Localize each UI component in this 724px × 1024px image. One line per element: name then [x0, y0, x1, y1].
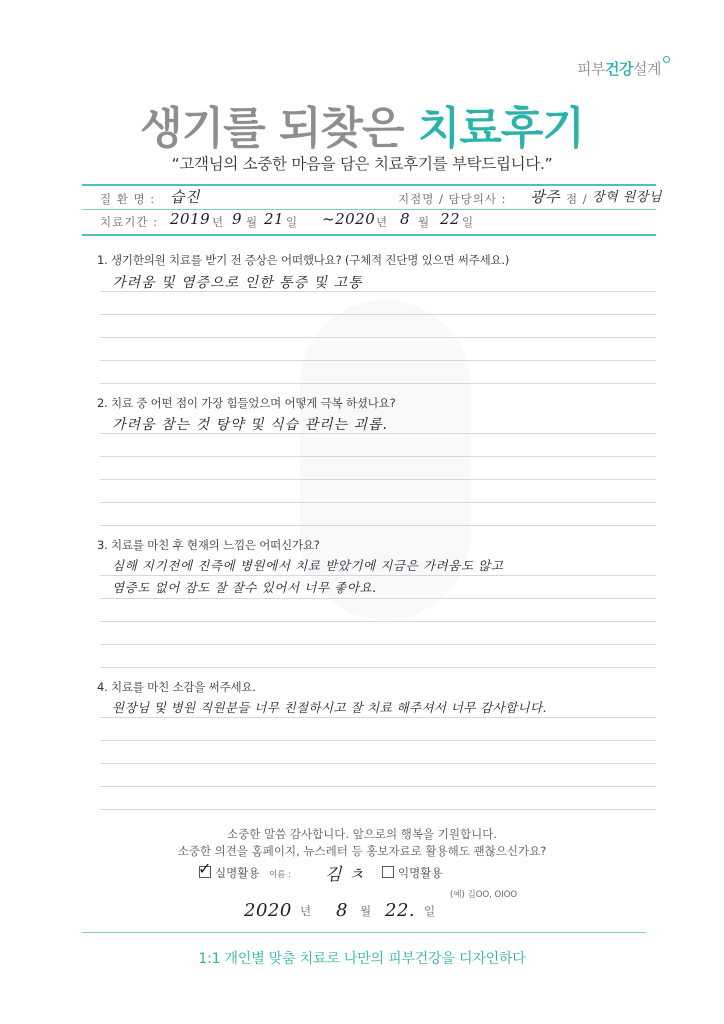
- anonymous-option[interactable]: 익명활용: [382, 865, 442, 881]
- day-unit: 일: [286, 215, 299, 229]
- sign-date-day: 22.: [385, 900, 416, 921]
- question-1: 1. 생기한의원 치료를 받기 전 증상은 어떠했나요? (구체적 진단명 있으면 써주세요.): [97, 253, 510, 267]
- title-part-gray: 생기를 되찾은: [140, 103, 418, 154]
- month-unit: 월: [246, 215, 259, 229]
- sign-date-month: 8: [336, 900, 348, 921]
- end-day: 22: [440, 210, 461, 228]
- branch-suffix: 점 /: [566, 192, 588, 206]
- closing-consent-question: 소중한 의견을 홈페이지, 뉴스레터 등 홍보자료로 활용해도 괜찮으신가요?: [177, 844, 547, 858]
- day-unit: 일: [462, 215, 475, 229]
- brand-logo: 피부건강설계: [577, 58, 670, 79]
- footer-rule: [82, 932, 646, 933]
- start-year: 2019: [170, 210, 211, 228]
- month-unit: 월: [360, 904, 373, 918]
- name-value: 김 ㅊ: [325, 865, 365, 885]
- header-top-rule: [82, 184, 656, 186]
- branch-label: 지점명 / 담당의사 :: [398, 192, 507, 206]
- disease-label: 질 환 명 :: [100, 192, 156, 206]
- year-unit: 년: [300, 904, 313, 918]
- answer-2-line-1: 가려움 참는 것 탕약 및 식습 관리는 괴롭.: [112, 417, 388, 433]
- answer-4-line-1: 원장님 및 병원 직원분들 너무 친절하시고 잘 치료 해주셔서 너무 감사합니다.: [112, 700, 547, 715]
- period-label: 치료기간 :: [100, 215, 158, 229]
- anonymous-checkbox[interactable]: [382, 866, 394, 878]
- answer-1-line-1: 가려움 및 염증으로 인한 통증 및 고통: [112, 275, 363, 291]
- page-subtitle: “고객님의 소중한 마음을 담은 치료후기를 부탁드립니다.”: [171, 155, 553, 173]
- question-2: 2. 치료 중 어떤 점이 가장 힘들었으며 어떻게 극복 하셨나요?: [97, 396, 396, 410]
- disease-value: 습진: [170, 188, 200, 206]
- check-mark-icon: ✓: [198, 859, 212, 878]
- title-part-teal: 치료후기: [417, 103, 584, 154]
- closing-thanks: 소중한 말씀 감사합니다. 앞으로의 행복을 기원합니다.: [227, 827, 497, 841]
- name-label: 이름 :: [269, 870, 292, 880]
- day-unit: 일: [424, 904, 437, 918]
- answer-3-line-1: 심해 지기전에 진즉에 병원에서 치료 받았기에 지금은 가려움도 않고: [112, 558, 504, 573]
- doctor-value: 장혁 원장님: [592, 190, 662, 205]
- sign-date-year: 2020: [244, 900, 292, 921]
- page-title: [0, 92, 724, 156]
- real-name-checkbox[interactable]: [198, 859, 212, 878]
- start-month: 9: [232, 210, 243, 228]
- end-year: ~2020: [322, 210, 376, 228]
- answer-3-line-2: 염증도 없어 잠도 잘 잘수 있어서 너무 좋아요.: [112, 580, 377, 595]
- branch-value: 광주: [530, 188, 560, 206]
- name-example: (예) 김OO, OIOO: [450, 890, 518, 900]
- month-unit: 월: [418, 215, 431, 229]
- footer-tagline: 1:1 개인별 맞춤 치료로 나만의 피부건강을 디자인하다: [198, 951, 526, 967]
- start-day: 21: [264, 210, 285, 228]
- year-unit: 년: [376, 215, 389, 229]
- question-3: 3. 치료를 마친 후 현재의 느낌은 어떠신가요?: [97, 538, 320, 552]
- end-month: 8: [400, 210, 411, 228]
- year-unit: 년: [212, 215, 225, 229]
- question-4: 4. 치료를 마친 소감을 써주세요.: [97, 680, 256, 694]
- header-bottom-rule: [82, 234, 656, 236]
- real-name-option[interactable]: ✓ 실명활용 이름 :: [198, 859, 292, 880]
